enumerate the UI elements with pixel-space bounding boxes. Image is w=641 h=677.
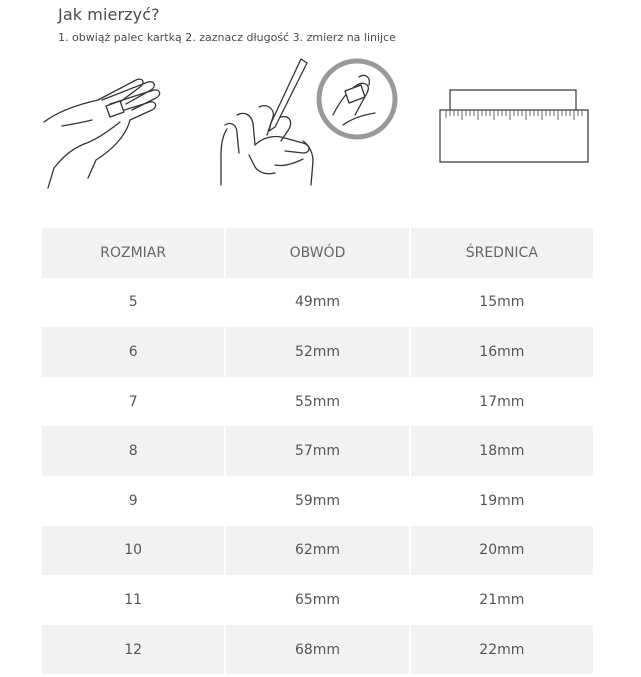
- cell-circumference: 57mm: [226, 426, 408, 476]
- cell-diameter: 21mm: [479, 591, 525, 608]
- cell-size: 6: [42, 327, 224, 377]
- cell-size: 9: [128, 492, 138, 509]
- table-row: [42, 327, 593, 377]
- table-row: [42, 575, 593, 625]
- cell-diameter: 20mm: [411, 526, 593, 576]
- table-row: [42, 625, 593, 675]
- hand-marking-pen-icon: [215, 55, 405, 190]
- table-header-row: [42, 228, 593, 278]
- ring-size-table: [40, 228, 595, 674]
- table-row: [42, 426, 593, 476]
- table-row: [42, 278, 593, 328]
- column-header-circumference: OBWÓD: [226, 228, 408, 278]
- table-row: [42, 526, 593, 576]
- cell-circumference: 65mm: [294, 591, 341, 608]
- cell-circumference: 68mm: [226, 625, 408, 675]
- cell-circumference: 52mm: [226, 327, 408, 377]
- cell-diameter: 16mm: [411, 327, 593, 377]
- cell-size: 11: [124, 591, 143, 608]
- cell-diameter: 18mm: [411, 426, 593, 476]
- cell-circumference: 55mm: [294, 393, 341, 410]
- cell-diameter: 15mm: [479, 294, 525, 311]
- table-row: [42, 476, 593, 526]
- page-title: Jak mierzyć?: [58, 5, 160, 24]
- cell-size: 10: [42, 526, 224, 576]
- cell-diameter: 22mm: [411, 625, 593, 675]
- column-header-diameter: ŚREDNICA: [411, 228, 593, 278]
- cell-size: 5: [128, 294, 138, 311]
- hand-with-paper-icon: [40, 70, 170, 190]
- cell-circumference: 49mm: [294, 294, 341, 311]
- table-row: [42, 377, 593, 427]
- cell-circumference: 62mm: [226, 526, 408, 576]
- instructions-text: 1. obwiąż palec kartką 2. zaznacz długość 3. zmierz na linijce: [58, 31, 396, 44]
- column-header-size: ROZMIAR: [42, 228, 224, 278]
- cell-diameter: 17mm: [479, 393, 525, 410]
- cell-diameter: 19mm: [479, 492, 525, 509]
- ruler-measure-icon: [438, 88, 590, 164]
- cell-size: 12: [42, 625, 224, 675]
- cell-size: 8: [42, 426, 224, 476]
- cell-size: 7: [128, 393, 138, 410]
- cell-circumference: 59mm: [294, 492, 341, 509]
